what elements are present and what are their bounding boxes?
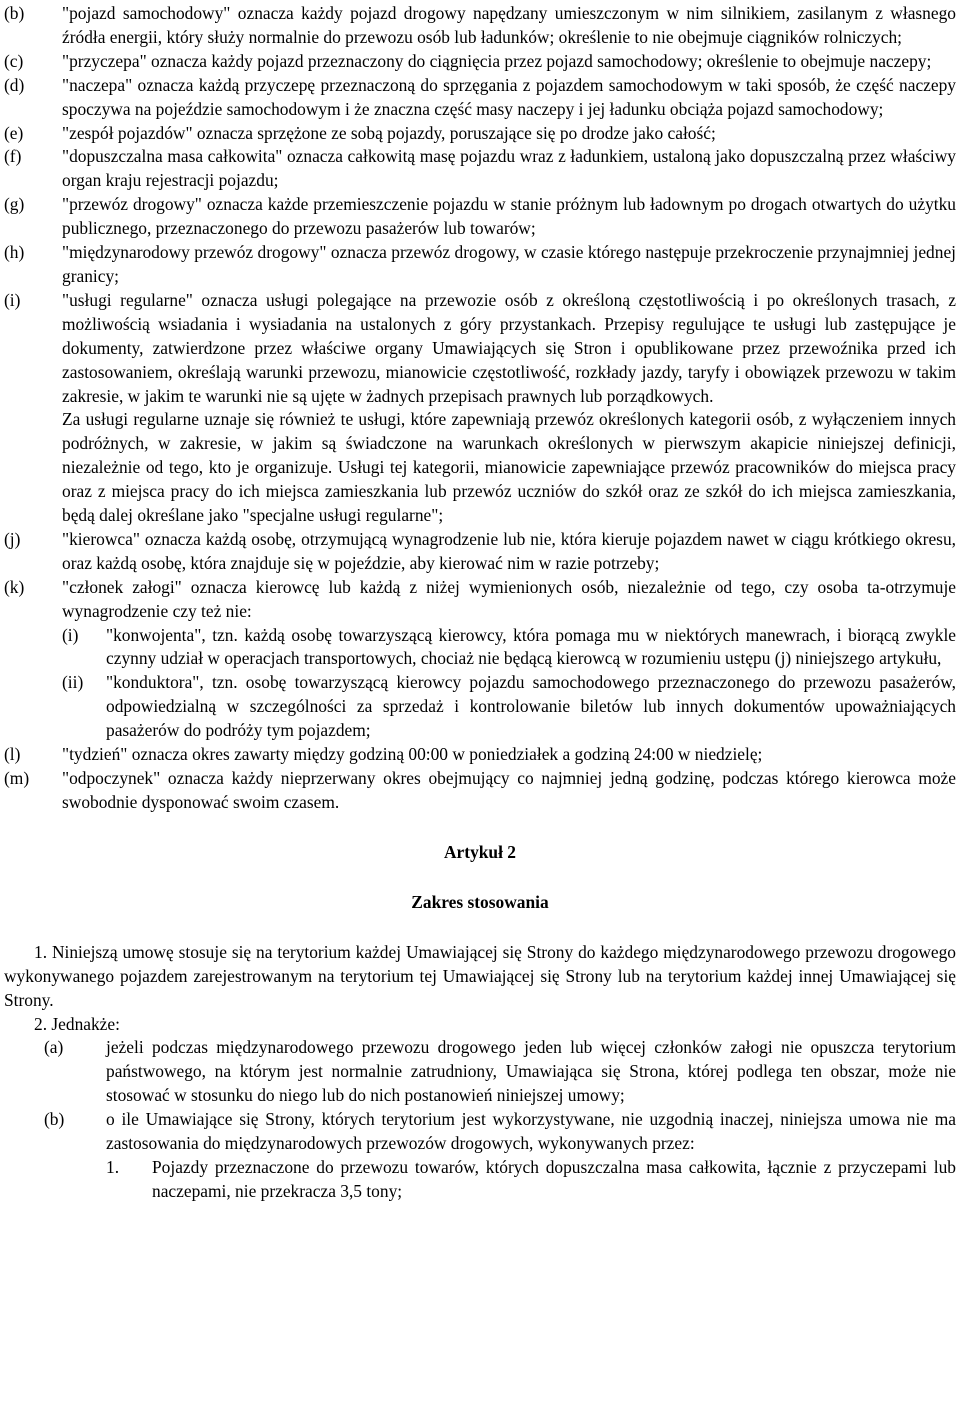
article-sub-item-label: 1. xyxy=(106,1156,120,1177)
definition-paragraph: "kierowca" oznacza każdą osobę, otrzymującą wynagrodzenie lub nie, która kieruje pojazdem nawet w ciągu krótkiego okresu, oraz każdą osobę, która znajduje się w pojeździe, aby kierować nim w razie potrzeby; xyxy=(62,528,956,573)
definition-label: (j) xyxy=(4,528,21,549)
definition-label: (m) xyxy=(4,768,30,788)
definition-label: (c) xyxy=(4,50,24,71)
definition-j xyxy=(4,528,956,576)
definition-text xyxy=(62,145,956,193)
definition-label: (i) xyxy=(4,289,21,310)
sub-item xyxy=(62,671,956,743)
article-item-text: o ile Umawiające się Strony, których terytorium jest wykorzystywane, nie uzgodnią inaczej, niniejsza umowa nie ma zastosowania do międzynarodowych przewozów drogowych, wykonywanych przez: xyxy=(106,1109,956,1154)
spacer xyxy=(4,915,956,941)
article-item-label: (a) xyxy=(44,1037,64,1058)
definition-g xyxy=(4,193,956,241)
definition-label: (l) xyxy=(4,744,21,765)
definition-paragraph: "pojazd samochodowy" oznacza każdy pojazd drogowy napędzany umieszczonym w nim silnikiem, zasilanym z własnego źródła energii, który służy normalnie do przewozu osób lub ładunków; określenie to nie obejmuje ciągników rolniczych; xyxy=(62,3,956,47)
article-number: Artykuł 2 xyxy=(444,841,516,862)
sub-item-label: (i) xyxy=(62,624,79,645)
definition-paragraph: "tydzień" oznacza okres zawarty między godziną 00:00 w poniedziałek a godziną 24:00 w niedzielę; xyxy=(62,744,763,765)
article-title: Zakres stosowania xyxy=(411,891,549,912)
definition-e xyxy=(4,122,956,146)
article-paragraph-1: 1. Niniejszą umowę stosuje się na terytorium każdej Umawiającej się Strony do każdego międzynarodowego przewozu drogowego wykonywanego pojazdem zarejestrowanym na terytorium tej Umawiającej się Strony lub na terytorium każdej innej Umawiającej się Strony. xyxy=(4,941,956,1010)
definition-text xyxy=(62,743,956,767)
definition-text xyxy=(62,767,956,815)
definition-paragraph: "przyczepa" oznacza każdy pojazd przeznaczony do ciągnięcia przez pojazd samochodowy; określenie to obejmuje naczepy; xyxy=(62,50,932,71)
definition-text xyxy=(62,193,956,241)
definition-text xyxy=(62,241,956,289)
definition-h xyxy=(4,241,956,289)
article-item-label: (b) xyxy=(44,1109,65,1130)
definition-paragraph: "członek załogi" oznacza kierowcę lub każdą z niżej wymienionych osób, niezależnie od tego, czy osoba ta-otrzymuje wynagrodzenie czy też nie: xyxy=(62,576,956,621)
definition-paragraph: "zespół pojazdów" oznacza sprzężone ze sobą pojazdy, poruszające się po drodze jako całość; xyxy=(62,122,716,143)
definition-label: (g) xyxy=(4,194,25,215)
article-item-a xyxy=(4,1036,956,1108)
article-item-text: jeżeli podczas międzynarodowego przewozu drogowego jeden lub więcej członków załogi nie opuszcza terytorium państwowego, na którym jest normalnie zatrudniony, Umawiająca się Strona, której podlega ten obszar, może nie stosować w stosunku do niego lub do nich postanowień niniejszej umowy; xyxy=(106,1037,956,1106)
definition-m xyxy=(4,767,956,815)
definition-text xyxy=(62,576,956,743)
definition-label: (f) xyxy=(4,146,22,167)
definition-label: (e) xyxy=(4,122,24,143)
sub-item-label: (ii) xyxy=(62,672,84,693)
definition-text xyxy=(62,122,956,146)
article-item-b xyxy=(4,1108,956,1156)
article-sub-item-1 xyxy=(4,1156,956,1204)
spacer xyxy=(4,815,956,841)
definition-k xyxy=(4,576,956,743)
definition-paragraph: "naczepa" oznacza każdą przyczepę przeznaczoną do sprzęgania z pojazdem samochodowym w taki sposób, że część naczepy spoczywa na pojeździe samochodowym i że znaczna część masy naczepy i jej ładunku obciąża pojazd samochodowy; xyxy=(62,74,956,119)
definition-text xyxy=(62,289,956,528)
definition-text xyxy=(62,74,956,122)
definition-d xyxy=(4,74,956,122)
sub-item xyxy=(62,624,956,672)
definition-paragraph: "dopuszczalna masa całkowita" oznacza całkowitą masę pojazdu wraz z ładunkiem, ustaloną jako dopuszczalną przez właściwy organ kraju rejestracji pojazdu; xyxy=(62,146,956,191)
spacer xyxy=(4,865,956,891)
definition-label: (k) xyxy=(4,576,25,597)
definition-label: (b) xyxy=(4,3,25,23)
definition-label: (h) xyxy=(4,242,25,263)
definition-text xyxy=(62,50,956,74)
definition-paragraph: "przewóz drogowy" oznacza każde przemieszczenie pojazdu w stanie próżnym lub ładownym po drogach otwartych do użytku publicznego, przeznaczonego do przewozu pasażerów lub towarów; xyxy=(62,194,956,239)
definition-paragraph: "odpoczynek" oznacza każdy nieprzerwany okres obejmujący co najmniej jedną godzinę, podczas którego kierowca może swobodnie dysponować swoim czasem. xyxy=(62,768,956,812)
sub-item-text: "konduktora", tzn. osobę towarzyszącą kierowcy pojazdu samochodowego przeznaczonego do przewozu pasażerów, odpowiedzialną w szczególności za sprzedaż i kontrolowanie biletów lub innych dokumentów upoważniających pasażerów do podróży tym pojazdem; xyxy=(106,672,956,741)
definition-text xyxy=(62,528,956,576)
definition-i xyxy=(4,289,956,528)
definition-paragraph: Za usługi regularne uznaje się również te usługi, które zapewniają przewóz określonych kategorii osób, z wyłączeniem innych podróżnych, w zakresie, w jakim są świadczone na warunkach określonych w pierwszym akapicie niniejszej definicji, niezależnie od tego, kto je organizuje. Usługi tej kategorii, mianowicie zapewniające przewóz pracowników do miejsca pracy oraz z miejsca pracy do ich miejsca zamieszkania lub przewóz uczniów do szkół oraz ze szkół do ich miejsca zamieszkania, będą dalej określane jako "specjalne usługi regularne"; xyxy=(62,409,956,526)
definition-text xyxy=(62,2,956,50)
sub-item-text: "konwojenta", tzn. każdą osobę towarzyszącą kierowcy, która pomaga mu w niektórych manewrach, i biorącą zwykle czynny udział w operacjach transportowych, chociaż nie będącą kierowcą w rozumieniu ustępu (j) niniejszego artykułu, xyxy=(106,624,956,669)
definition-paragraph: "międzynarodowy przewóz drogowy" oznacza przewóz drogowy, w czasie którego następuje przekroczenie przynajmniej jednej granicy; xyxy=(62,242,956,286)
article-paragraph-2: 2. Jednakże: xyxy=(34,1013,120,1034)
definition-b xyxy=(4,2,956,50)
definition-label: (d) xyxy=(4,74,25,95)
article-sub-item-text: Pojazdy przeznaczone do przewozu towarów, których dopuszczalna masa całkowita, łącznie z przyczepami lub naczepami, nie przekracza 3,5 tony; xyxy=(152,1156,956,1201)
definition-l xyxy=(4,743,956,767)
definition-c xyxy=(4,50,956,74)
definition-f xyxy=(4,145,956,193)
definition-paragraph: "usługi regularne" oznacza usługi polegające na przewozie osób z określoną częstotliwością i po określonych trasach, z możliwością wsiadania i wysiadania na ustalonych z góry przystankach. Przepisy regulujące te usługi lub zastępujące je dokumenty, zatwierdzone przez właściwe organy Umawiających się Stron i opublikowane przez przewoźnika przed ich zastosowaniem, określają warunki przewozu, mianowicie częstotliwość, rozkłady jazdy, taryfy i obowiązek przewozu w takim zakresie, w jakim te warunki nie są ujęte w żadnych przepisach prawnych lub porządkowych. xyxy=(62,289,956,406)
